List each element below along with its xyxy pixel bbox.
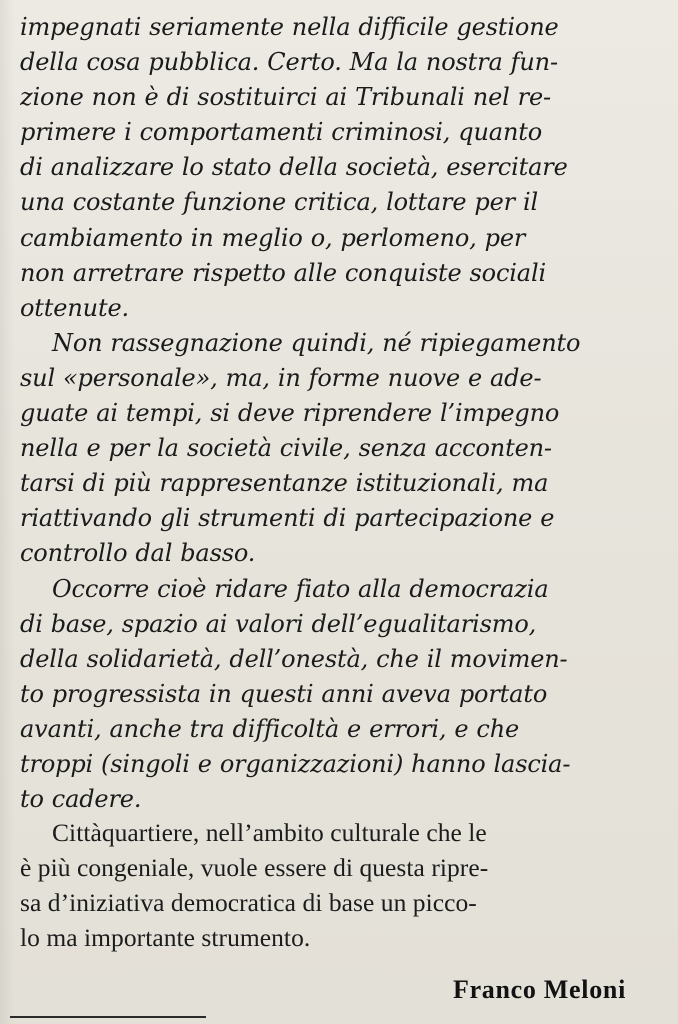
author-signature: Franco Meloni (452, 975, 626, 1004)
text-line: primere i comportamenti criminosi, quanto (20, 118, 543, 147)
text-line: to cadere. (20, 785, 142, 814)
text-line: è più congeniale, vuole essere di questa ripre- (20, 853, 489, 883)
text-line: una costante funzione critica, lottare per il (20, 188, 539, 217)
text-line: sul «personale», ma, in forme nuove e ade- (20, 363, 542, 392)
text-line: nella e per la società civile, senza acconten- (20, 434, 552, 463)
text-line: zione non è di sostituirci ai Tribunali nel re- (20, 83, 551, 112)
text-line: guate ai tempi, si deve riprendere l’impegno (20, 399, 560, 428)
text-line: non arretrare rispetto alle conquiste sociali (20, 258, 547, 287)
text-line: sa d’iniziativa democratica di base un picco- (20, 888, 477, 918)
text-line: della solidarietà, dell’onestà, che il movimen- (20, 644, 568, 673)
paragraph-start-line: Occorre cioè ridare fiato alla democrazia (52, 574, 549, 603)
text-line: avanti, anche tra difficoltà e errori, e che (20, 714, 520, 743)
page-edge-shadow (0, 0, 14, 1024)
text-line: riattivando gli strumenti di partecipazione e (20, 504, 555, 533)
text-line: della cosa pubblica. Certo. Ma la nostra fun- (20, 48, 558, 77)
bottom-rule-divider (10, 1016, 206, 1018)
paragraph-start-line: Cittàquartiere, nell’ambito culturale che le (52, 818, 487, 847)
text-line: cambiamento in meglio o, perlomeno, per (20, 223, 526, 252)
text-line: tarsi di più rappresentanze istituzionali, ma (20, 469, 549, 498)
text-line: controllo dal basso. (20, 539, 256, 568)
text-line: impegnati seriamente nella difficile gestione (20, 13, 559, 41)
text-line: to progressista in questi anni aveva portato (20, 679, 548, 708)
paragraph-start-line: Non rassegnazione quindi, né ripiegamento (52, 328, 581, 357)
text-line: ottenute. (20, 293, 129, 322)
text-line: di base, spazio ai valori dell’egualitarismo, (20, 609, 537, 638)
text-line: troppi (singoli e organizzazioni) hanno lascia- (20, 749, 571, 778)
text-line: di analizzare lo stato della società, esercitare (20, 153, 568, 182)
text-line: lo ma importante strumento. (20, 923, 311, 953)
italic-article-text (20, 10, 660, 817)
roman-closing-paragraph (20, 816, 660, 956)
